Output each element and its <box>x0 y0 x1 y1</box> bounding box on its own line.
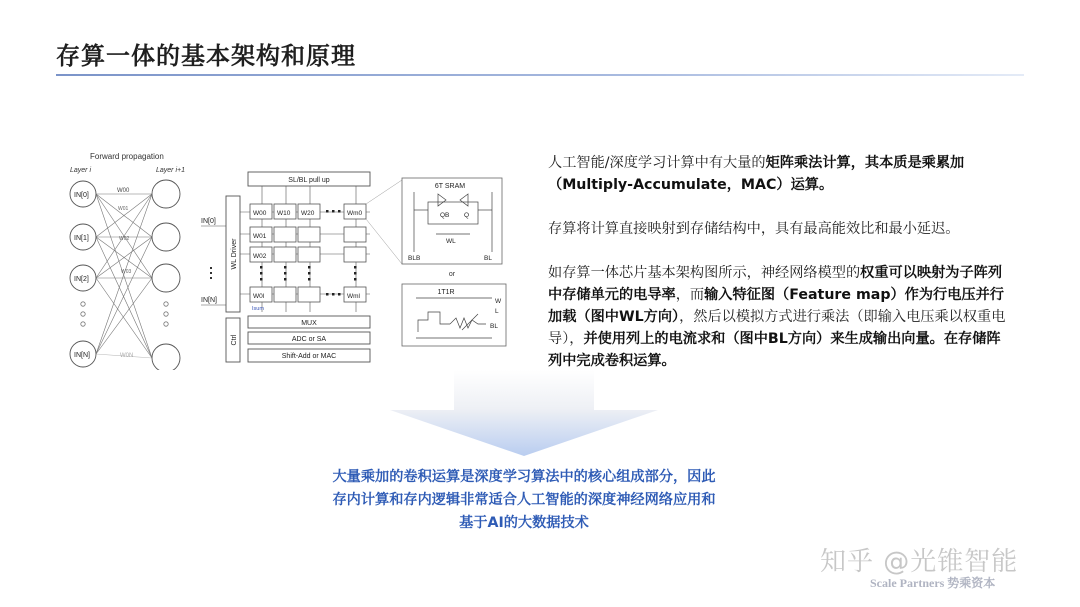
shift-add-label: Shift-Add or MAC <box>281 353 337 360</box>
ctrl-label: Ctrl <box>231 334 238 346</box>
paragraph-emphasis: 并使用列上的电流求和（图中BL方向）来生成输出向量。在存储阵列中完成卷积运算。 <box>548 331 1001 369</box>
nn-connections <box>96 194 152 358</box>
sram-label: Q <box>464 212 470 219</box>
zhihu-watermark: 知乎 @光锥智能 <box>820 547 1019 577</box>
paragraph-architecture <box>548 262 1008 372</box>
paragraph-text: ，而 <box>675 287 705 303</box>
array-cell-label: Wml <box>347 293 360 300</box>
rram-title: 1T1R <box>437 289 455 296</box>
nn-input-label: IN[1] <box>74 235 89 242</box>
wl-driver-label: WL Driver <box>231 238 238 270</box>
nn-weight-label: W03 <box>121 269 132 275</box>
nn-layer-i1-label: Layer i+1 <box>156 167 185 174</box>
conclusion-text <box>294 466 754 535</box>
array-cell-label: W00 <box>253 210 267 217</box>
sram-label: WL <box>446 238 456 245</box>
array-row-label: IN[0] <box>201 218 216 225</box>
array-cell-label: W02 <box>253 253 267 260</box>
conclusion-line: 大量乘加的卷积运算是深度学习算法中的核心组成部分，因此 <box>332 469 716 485</box>
nn-layer-i-label: Layer i <box>70 167 92 174</box>
down-arrow-graphic <box>390 370 658 456</box>
array-row-label: IN[N] <box>201 297 217 304</box>
nn-heading: Forward propagation <box>90 152 164 161</box>
nn-ellipsis-dots <box>81 302 168 326</box>
paragraph-text: ，然后以模拟方式进行乘法（即输入电压乘以权重电导）， <box>548 309 1006 347</box>
isum-label: Isum <box>252 306 264 312</box>
adc-label: ADC or SA <box>291 336 327 343</box>
paragraph-emphasis: 权重可以映射为子阵列中存储单元的电导率 <box>548 265 1003 303</box>
scale-partners-watermark: Scale Partners 势乘资本 <box>870 576 996 590</box>
nn-input-label: IN[0] <box>74 192 89 199</box>
page-title: 存算一体的基本架构和原理 <box>56 42 356 70</box>
sram-title: 6T SRAM <box>434 183 466 190</box>
array-cells <box>250 204 366 302</box>
title-underline <box>56 74 1024 76</box>
paragraph-matrix <box>548 152 1008 196</box>
nn-input-neurons <box>70 181 96 367</box>
nn-input-label: IN[2] <box>74 276 89 283</box>
rram-label: W <box>495 298 502 305</box>
nn-weight-label: W02 <box>119 236 130 242</box>
paragraph-text: 如存算一体芯片基本架构图所示，神经网络模型的 <box>548 265 861 281</box>
array-row-dots <box>210 267 212 279</box>
paragraph-emphasis: 矩阵乘法计算，其本质是乘累加（Multiply-Accumulate，MAC）运算。 <box>548 155 965 193</box>
nn-weight-label: W00 <box>117 188 130 194</box>
nn-input-label: IN[N] <box>74 352 90 359</box>
array-cell-label: W0l <box>253 293 265 300</box>
sram-label: BL <box>484 255 492 262</box>
sram-cell-box <box>402 178 502 264</box>
cim-architecture-diagram <box>66 148 530 370</box>
sram-label: QB <box>440 212 450 219</box>
zoom-guides <box>366 180 402 264</box>
or-label: or <box>448 271 456 278</box>
nn-weight-label: W01 <box>118 206 129 212</box>
sl-bl-pullup-label: SL/BL pull up <box>288 177 330 184</box>
array-cell-label: W01 <box>253 233 267 240</box>
conclusion-line: 基于AI的大数据技术 <box>459 515 589 531</box>
paragraph-text: 人工智能/深度学习计算中有大量的 <box>548 155 766 171</box>
mux-label: MUX <box>301 320 317 327</box>
nn-weight-label: W0N <box>120 353 134 359</box>
array-cell-label: W20 <box>301 210 315 217</box>
rram-label: BL <box>490 323 498 330</box>
array-cell-label: W10 <box>277 210 291 217</box>
nn-output-neurons <box>152 180 180 370</box>
array-cell-label: Wm0 <box>347 210 363 217</box>
sram-label: BLB <box>408 255 421 262</box>
conclusion-line: 存内计算和存内逻辑非常适合人工智能的深度神经网络应用和 <box>332 492 716 508</box>
paragraph-mapping: 存算将计算直接映射到存储结构中，具有最高能效比和最小延迟。 <box>548 221 960 237</box>
paragraph-emphasis: 输入特征图（Feature map）作为行电压并行加载（图中WL方向） <box>548 287 1004 325</box>
rram-label: L <box>495 308 499 315</box>
